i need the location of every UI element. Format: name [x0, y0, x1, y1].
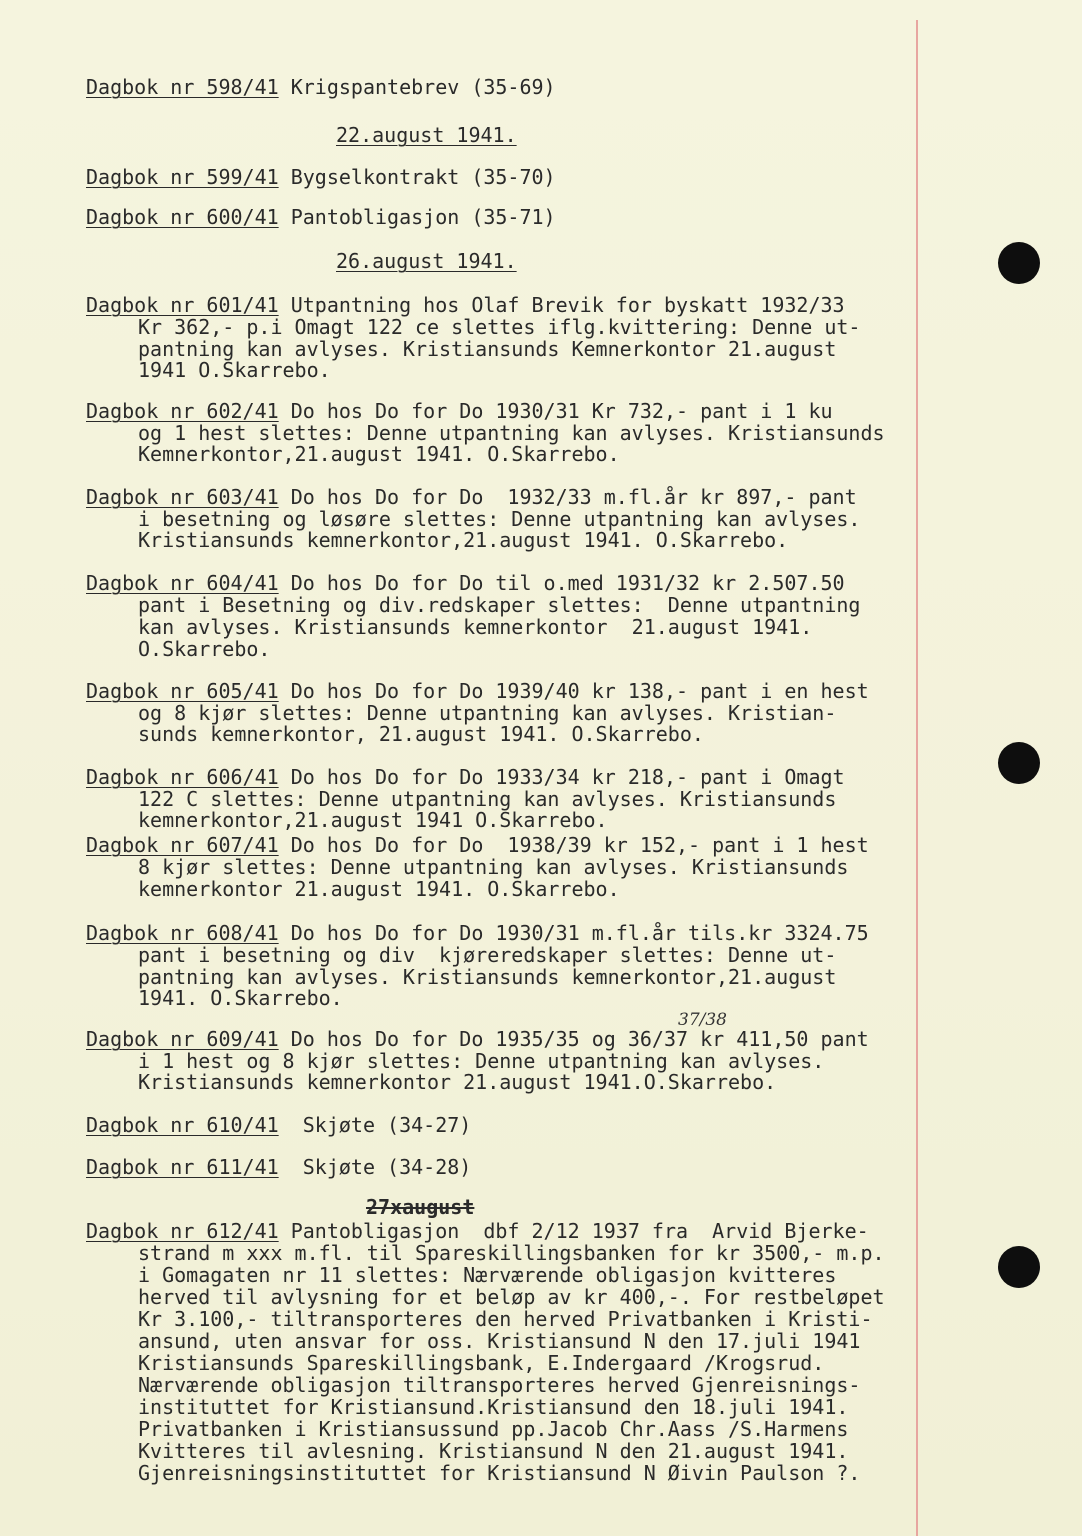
- entry-number: Dagbok nr 606/41: [86, 765, 279, 789]
- entry-text: Do hos Do for Do 1939/40 kr 138,- pant i en hest: [278, 679, 869, 703]
- entry-number: Dagbok nr 608/41: [86, 921, 279, 945]
- entry-line: Kemnerkontor,21.august 1941. O.Skarrebo.: [138, 442, 620, 466]
- entry-heading: [86, 1220, 869, 1242]
- entry-line: Kristiansunds kemnerkontor,21.august 1941. O.Skarrebo.: [138, 528, 789, 552]
- entry-text: Utpantning hos Olaf Brevik for byskatt 1932/33: [278, 293, 845, 317]
- entry-text: Do hos Do for Do 1935/35 og 36/37 kr 411,50 pant: [278, 1027, 869, 1051]
- entry-line: herved til avlysning for et beløp av kr 400,-. For restbeløpet: [138, 1285, 885, 1309]
- entry-line: kemnerkontor 21.august 1941. O.Skarrebo.: [138, 877, 620, 901]
- entry-heading: [86, 572, 845, 594]
- entry-line: Kvitteres til avlesning. Kristiansund N den 21.august 1941.: [138, 1439, 849, 1463]
- entry-heading: [86, 766, 845, 788]
- entry-heading: [86, 400, 833, 422]
- entry-line: Kristiansunds Spareskillingsbank, E.Indergaard /Krogsrud.: [138, 1351, 825, 1375]
- entry-line: i besetning og løsøre slettes: Denne utpantning kan avlyses.: [138, 507, 861, 531]
- entry-heading: [86, 680, 869, 702]
- date-heading: 26.august 1941.: [336, 249, 517, 273]
- entry-line: i 1 hest og 8 kjør slettes: Denne utpantning kan avlyses.: [138, 1049, 825, 1073]
- entry-line: strand m xxx m.fl. til Spareskillingsbanken for kr 3500,- m.p.: [138, 1241, 885, 1265]
- punch-hole: [998, 242, 1040, 284]
- entry-line: i Gomagaten nr 11 slettes: Nærværende obligasjon kvitteres: [138, 1263, 837, 1287]
- entry-heading: [86, 486, 857, 508]
- entry-heading: [86, 76, 556, 98]
- entry-number: Dagbok nr 600/41: [86, 205, 279, 229]
- entry-text: Do hos Do for Do 1930/31 Kr 732,- pant i 1 ku: [278, 399, 833, 423]
- entry-text: Do hos Do for Do 1930/31 m.fl.år tils.kr 3324.75: [278, 921, 869, 945]
- entry-text: Do hos Do for Do til o.med 1931/32 kr 2.507.50: [278, 571, 845, 595]
- entry-number: Dagbok nr 609/41: [86, 1027, 279, 1051]
- entry-line: instituttet for Kristiansund.Kristiansund den 18.juli 1941.: [138, 1395, 849, 1419]
- entry-heading: [86, 834, 869, 856]
- entry-heading: [86, 166, 556, 188]
- entry-heading: [86, 922, 869, 944]
- entry-number: Dagbok nr 598/41: [86, 75, 279, 99]
- entry-line: 1941 O.Skarrebo.: [138, 358, 331, 382]
- struck-date: 27xaugust: [366, 1195, 475, 1219]
- entry-line: ansund, uten ansvar for oss. Kristiansund N den 17.juli 1941: [138, 1329, 861, 1353]
- entry-heading: [86, 206, 556, 228]
- entry-text: Pantobligasjon (35-71): [278, 205, 556, 229]
- entry-text: Do hos Do for Do 1933/34 kr 218,- pant i Omagt: [278, 765, 845, 789]
- entry-line: Kr 3.100,- tiltransporteres den herved Privatbanken i Kristi-: [138, 1307, 873, 1331]
- entry-line: pantning kan avlyses. Kristiansunds Kemnerkontor 21.august: [138, 337, 837, 361]
- entry-number: Dagbok nr 599/41: [86, 165, 279, 189]
- entry-line: 1941. O.Skarrebo.: [138, 986, 343, 1010]
- entry-heading: [86, 294, 845, 316]
- entry-line: 8 kjør slettes: Denne utpantning kan avlyses. Kristiansunds: [138, 855, 849, 879]
- entry-text: Do hos Do for Do 1932/33 m.fl.år kr 897,- pant: [278, 485, 857, 509]
- punch-hole: [998, 1246, 1040, 1288]
- entry-line: og 8 kjør slettes: Denne utpantning kan avlyses. Kristian-: [138, 701, 837, 725]
- entry-number: Dagbok nr 603/41: [86, 485, 279, 509]
- entry-line: pant i Besetning og div.redskaper slettes: Denne utpantning: [138, 593, 861, 617]
- entry-heading: [86, 1114, 471, 1136]
- entry-line: pantning kan avlyses. Kristiansunds kemnerkontor,21.august: [138, 965, 837, 989]
- entry-line: kan avlyses. Kristiansunds kemnerkontor 21.august 1941.: [138, 615, 813, 639]
- entry-line: kemnerkontor,21.august 1941 O.Skarrebo.: [138, 808, 608, 832]
- entry-line: Kr 362,- p.i Omagt 122 ce slettes iflg.kvittering: Denne ut-: [138, 315, 861, 339]
- entry-number: Dagbok nr 611/41: [86, 1155, 279, 1179]
- entry-line: Nærværende obligasjon tiltransporteres herved Gjenreisnings-: [138, 1373, 861, 1397]
- entry-heading: [86, 1156, 471, 1178]
- entry-number: Dagbok nr 610/41: [86, 1113, 279, 1137]
- entry-text: Skjøte (34-28): [278, 1155, 472, 1179]
- entry-text: Krigspantebrev (35-69): [278, 75, 556, 99]
- entry-number: Dagbok nr 607/41: [86, 833, 279, 857]
- entry-number: Dagbok nr 604/41: [86, 571, 279, 595]
- entry-line: sunds kemnerkontor, 21.august 1941. O.Skarrebo.: [138, 722, 704, 746]
- entry-line: Gjenreisningsinstituttet for Kristiansund N Øivin Paulson ?.: [138, 1461, 861, 1485]
- punch-hole: [998, 742, 1040, 784]
- entry-text: Skjøte (34-27): [278, 1113, 472, 1137]
- entry-line: og 1 hest slettes: Denne utpantning kan avlyses. Kristiansunds: [138, 421, 885, 445]
- entry-number: Dagbok nr 602/41: [86, 399, 279, 423]
- entry-line: Privatbanken i Kristiansussund pp.Jacob Chr.Aass /S.Harmens: [138, 1417, 849, 1441]
- entry-line: Kristiansunds kemnerkontor 21.august 1941.O.Skarrebo.: [138, 1070, 777, 1094]
- entry-number: Dagbok nr 612/41: [86, 1219, 279, 1243]
- entry-text: Bygselkontrakt (35-70): [278, 165, 556, 189]
- entry-number: Dagbok nr 605/41: [86, 679, 279, 703]
- entry-heading: [86, 1028, 869, 1050]
- entry-line: 122 C slettes: Denne utpantning kan avlyses. Kristiansunds: [138, 787, 837, 811]
- entry-text: Pantobligasjon dbf 2/12 1937 fra Arvid Bjerke-: [278, 1219, 869, 1243]
- date-heading: 22.august 1941.: [336, 123, 517, 147]
- entry-line: pant i besetning og div kjøreredskaper slettes: Denne ut-: [138, 943, 837, 967]
- handwritten-correction: 37/38: [678, 1010, 727, 1030]
- entry-number: Dagbok nr 601/41: [86, 293, 279, 317]
- entry-line: O.Skarrebo.: [138, 637, 271, 661]
- entry-text: Do hos Do for Do 1938/39 kr 152,- pant i 1 hest: [278, 833, 869, 857]
- margin-rule: [916, 20, 918, 1536]
